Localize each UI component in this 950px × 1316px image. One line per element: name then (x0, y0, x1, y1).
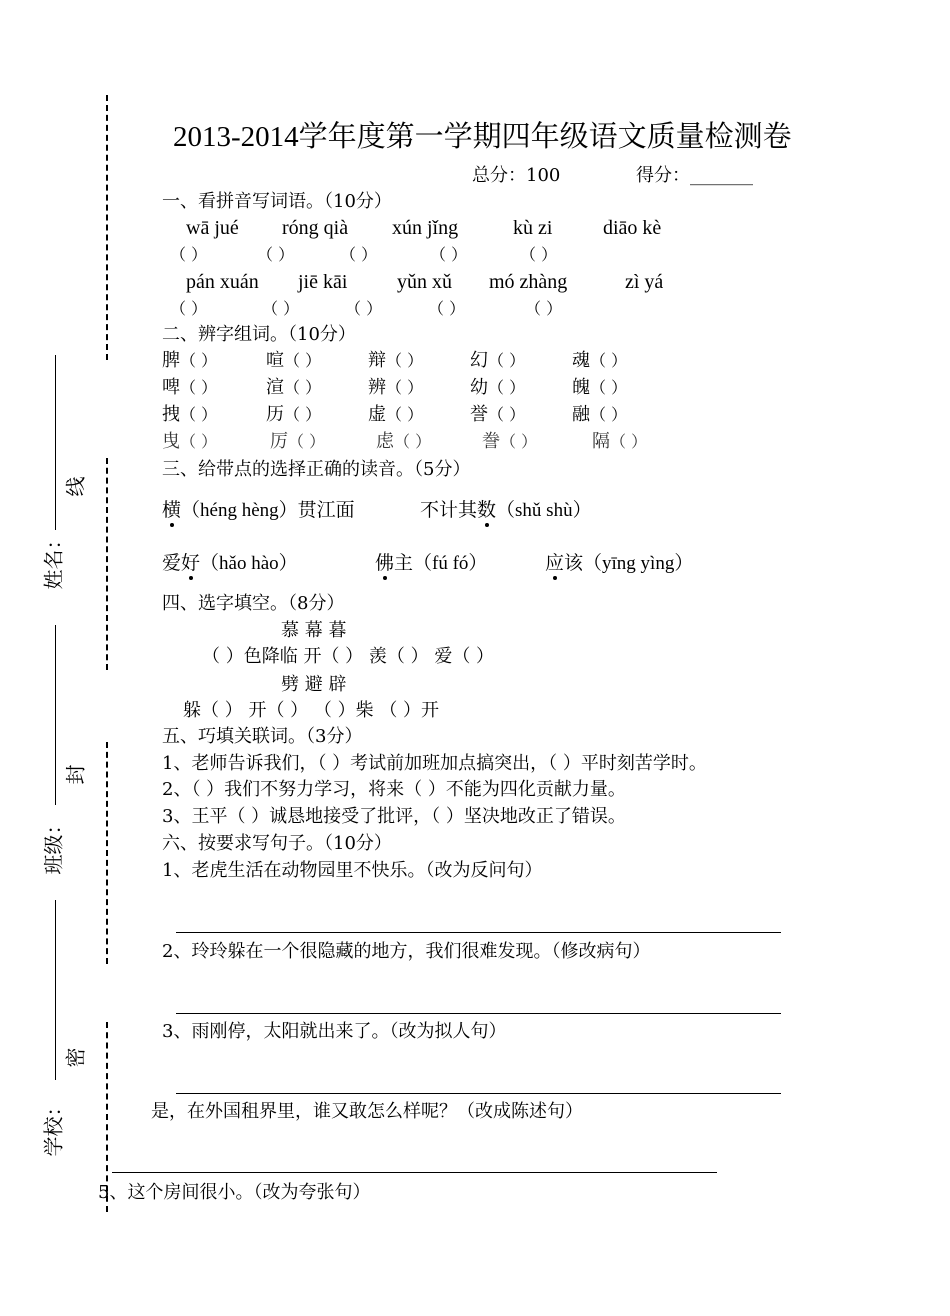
answer-blank[interactable]: （ ） (590, 351, 628, 370)
answer-blank[interactable]: （ ） (180, 351, 218, 370)
char: 誊 (482, 431, 500, 452)
fill-line: （ ）色降临 开（ ） 羡（ ） 爱（ ） (202, 646, 495, 667)
char-choices: 劈 避 辟 (281, 674, 347, 695)
answer-blank[interactable]: （ ） (590, 378, 628, 397)
answer-blank[interactable]: （ ） (345, 299, 383, 318)
answer-blank[interactable]: （ ） (284, 378, 322, 397)
fill-line: 躲（ ） 开（ ） （ ）柴 （ ）开 (183, 700, 440, 721)
dotted-char: 佛 (375, 552, 395, 574)
char: 渲 (266, 377, 284, 398)
answer-blank[interactable]: （ ） (170, 299, 208, 318)
pinyin: yǔn xǔ (397, 271, 452, 293)
answer-blank[interactable]: （ ） (386, 378, 424, 397)
char: 脾 (162, 350, 180, 371)
answer-blank[interactable]: （ ） (488, 351, 526, 370)
page-title: 2013-2014学年度第一学期四年级语文质量检测卷 (173, 121, 792, 153)
char: 虑 (376, 431, 394, 452)
char: 拽 (162, 404, 180, 425)
word-group-item (266, 349, 321, 373)
word-group-item (266, 403, 321, 427)
pinyin: kù zi (513, 217, 553, 239)
school-label: 学校： (41, 1096, 66, 1157)
answer-blank[interactable]: （ ） (488, 405, 526, 424)
seal-mark-line: 线 (63, 476, 88, 497)
margin-field-line (55, 355, 56, 530)
section-5-heading: 五、巧填关联词。（3分） (162, 726, 363, 747)
char: 喧 (266, 350, 284, 371)
total-score: 总分：100 (472, 165, 561, 186)
answer-blank[interactable]: （ ） (428, 299, 466, 318)
char: 隔 (592, 431, 610, 452)
pinyin: mó zhàng (489, 271, 568, 293)
word-group-item (470, 349, 525, 373)
class-label: 班级： (41, 814, 66, 875)
word-group-item (470, 376, 525, 400)
pinyin: diāo kè (603, 217, 662, 239)
pinyin: wā jué (186, 217, 239, 239)
char: 幼 (470, 377, 488, 398)
answer-blank[interactable]: （ ） (488, 378, 526, 397)
dotted-char: 横 (162, 499, 182, 521)
word-group-item (162, 403, 217, 427)
section-1-heading: 一、看拼音写词语。（10分） (162, 191, 392, 212)
answer-blank[interactable]: （ ） (340, 245, 378, 264)
reading-item: 不计其数（shǔ shù） (420, 499, 592, 521)
char: 融 (572, 404, 590, 425)
answer-blank[interactable]: （ ） (520, 245, 558, 264)
seal-mark-seal: 封 (63, 764, 88, 785)
reading-item: 佛主（fú fó） (375, 552, 488, 574)
answer-line[interactable] (176, 1013, 781, 1014)
char: 辨 (368, 377, 386, 398)
word-group-item (470, 403, 525, 427)
char-choices: 慕 幕 暮 (281, 620, 347, 641)
dotted-char: 数 (477, 499, 497, 521)
char: 魂 (572, 350, 590, 371)
question: 1、老师告诉我们，（ ）考试前加班加点搞突出，（ ）平时刻苦学时。 (162, 753, 707, 774)
answer-blank[interactable]: （ ） (284, 351, 322, 370)
answer-blank[interactable]: （ ） (500, 432, 538, 451)
answer-blank[interactable]: （ ） (590, 405, 628, 424)
answer-blank[interactable]: （ ） (257, 245, 295, 264)
reading-item: 横（héng hèng）贯江面 (162, 499, 355, 521)
binding-line-segment (106, 95, 108, 360)
margin-field-line (55, 625, 56, 805)
word-group-item (572, 403, 627, 427)
answer-blank[interactable]: （ ） (180, 432, 218, 451)
answer-line[interactable] (176, 1093, 781, 1094)
answer-blank[interactable]: （ ） (386, 405, 424, 424)
question: 3、雨刚停，太阳就出来了。（改为拟人句） (162, 1021, 507, 1042)
word-group-item (572, 349, 627, 373)
seal-mark-secret: 密 (63, 1047, 88, 1068)
answer-blank[interactable]: （ ） (288, 432, 326, 451)
pinyin: pán xuán (186, 271, 259, 293)
char: 曳 (162, 431, 180, 452)
word-group-item (162, 349, 217, 373)
section-6-heading: 六、按要求写句子。（10分） (162, 833, 392, 854)
pinyin: jiē kāi (298, 271, 348, 293)
word-group-item (482, 430, 537, 454)
answer-line[interactable] (112, 1172, 717, 1173)
name-label: 姓名： (41, 529, 66, 590)
margin-field-line (55, 900, 56, 1080)
char: 虚 (368, 404, 386, 425)
word-group-item (368, 349, 423, 373)
word-group-item (376, 430, 431, 454)
binding-line-segment (106, 458, 108, 670)
char: 啤 (162, 377, 180, 398)
word-group-item (572, 376, 627, 400)
char: 魄 (572, 377, 590, 398)
section-3-heading: 三、给带点的选择正确的读音。（5分） (162, 459, 471, 480)
binding-line-segment (106, 742, 108, 964)
pinyin: zì yá (625, 271, 664, 293)
word-group-item (368, 403, 423, 427)
obtained-score: 得分：_______ (636, 165, 753, 186)
question: 是，在外国租界里，谁又敢怎么样呢？（改成陈述句） (151, 1101, 583, 1122)
char: 誉 (470, 404, 488, 425)
section-2-heading: 二、辨字组词。（10分） (162, 324, 356, 345)
word-group-item (270, 430, 325, 454)
answer-blank[interactable]: （ ） (525, 299, 563, 318)
answer-blank[interactable]: （ ） (394, 432, 432, 451)
word-group-item (162, 430, 217, 454)
answer-line[interactable] (176, 932, 781, 933)
char: 厉 (270, 431, 288, 452)
reading-item: 应该（yīng yìng） (545, 552, 694, 574)
question: 2、玲玲躲在一个很隐藏的地方，我们很难发现。（修改病句） (162, 941, 651, 962)
answer-blank[interactable]: （ ） (262, 299, 300, 318)
section-4-heading: 四、选字填空。（8分） (162, 593, 345, 614)
question: 3、王平（ ）诚恳地接受了批评，（ ）坚决地改正了错误。 (162, 806, 626, 827)
word-group-item (162, 376, 217, 400)
answer-blank[interactable]: （ ） (284, 405, 322, 424)
word-group-item (266, 376, 321, 400)
question: 1、老虎生活在动物园里不快乐。（改为反问句） (162, 860, 543, 881)
dotted-char: 应 (545, 552, 565, 574)
char: 幻 (470, 350, 488, 371)
reading-item: 爱好（hǎo hào） (162, 552, 298, 574)
word-group-item (592, 430, 647, 454)
question: 2、（ ）我们不努力学习，将来（ ）不能为四化贡献力量。 (162, 779, 626, 800)
answer-blank[interactable]: （ ） (610, 432, 648, 451)
dotted-char: 好 (181, 552, 201, 574)
pinyin: xún jǐng (392, 217, 459, 239)
pinyin: róng qià (282, 217, 349, 239)
answer-blank[interactable]: （ ） (180, 405, 218, 424)
char: 历 (266, 404, 284, 425)
answer-blank[interactable]: （ ） (386, 351, 424, 370)
char: 辩 (368, 350, 386, 371)
answer-blank[interactable]: （ ） (180, 378, 218, 397)
word-group-item (368, 376, 423, 400)
answer-blank[interactable]: （ ） (170, 245, 208, 264)
answer-blank[interactable]: （ ） (430, 245, 468, 264)
question: 5、这个房间很小。（改为夸张句） (98, 1182, 371, 1203)
